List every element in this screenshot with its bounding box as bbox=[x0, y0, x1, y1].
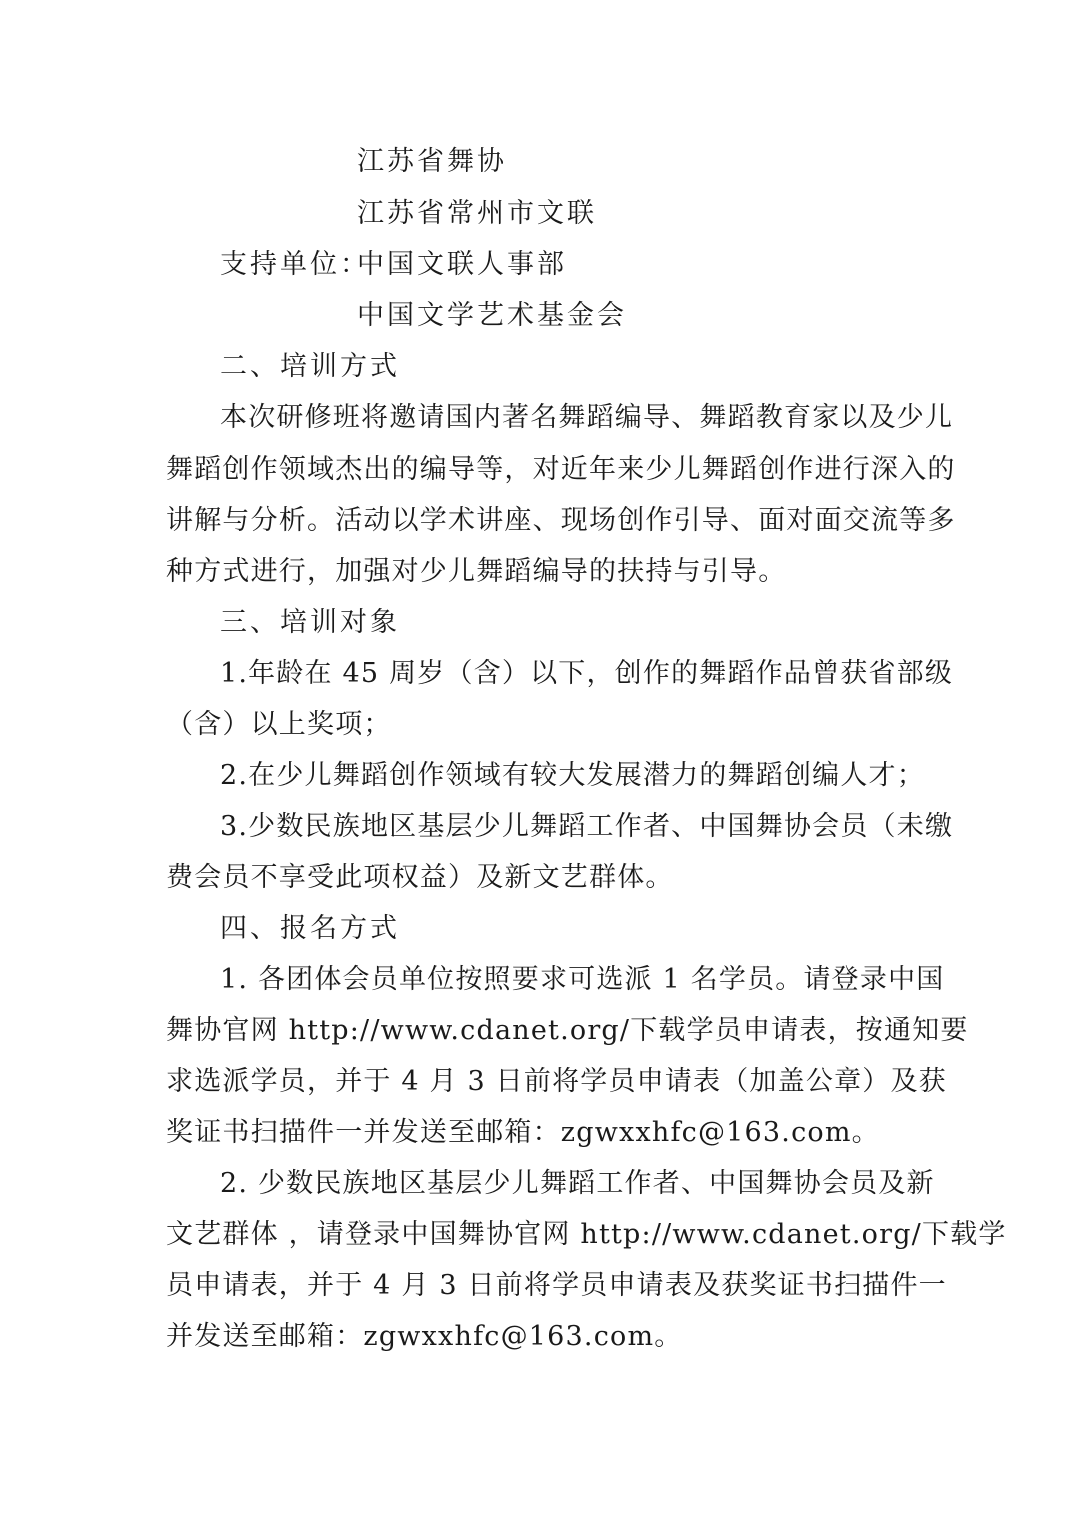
list-item-line: 2. 少数民族地区基层少儿舞蹈工作者、中国舞协会员及新 bbox=[220, 1168, 935, 1199]
list-item-line: 费会员不享受此项权益）及新文艺群体。 bbox=[166, 862, 674, 893]
section-heading: 四、报名方式 bbox=[220, 913, 400, 944]
paragraph-line: 讲解与分析。活动以学术讲座、现场创作引导、面对面交流等多 bbox=[166, 505, 956, 536]
paragraph-line: 舞蹈创作领域杰出的编导等，对近年来少儿舞蹈创作进行深入的 bbox=[166, 454, 956, 485]
supporter-line: 中国文联人事部 bbox=[357, 249, 567, 280]
list-item-line: 2.在少儿舞蹈创作领域有较大发展潜力的舞蹈创编人才； bbox=[220, 760, 925, 791]
list-item-line: 并发送至邮箱：zgwxxhfc@163.com。 bbox=[166, 1321, 683, 1352]
organizer-line: 江苏省常州市文联 bbox=[357, 198, 597, 229]
list-item-line: 1.年龄在 45 周岁（含）以下，创作的舞蹈作品曾获省部级 bbox=[220, 658, 954, 689]
list-item-line: 求选派学员，并于 4 月 3 日前将学员申请表（加盖公章）及获 bbox=[166, 1066, 947, 1097]
supporter-line: 中国文学艺术基金会 bbox=[357, 300, 627, 331]
list-item-line: 3.少数民族地区基层少儿舞蹈工作者、中国舞协会员（未缴 bbox=[220, 811, 954, 842]
list-item-line: （含）以上奖项； bbox=[166, 709, 392, 740]
section-heading: 二、培训方式 bbox=[220, 351, 400, 382]
list-item-line: 舞协官网 http://www.cdanet.org/下载学员申请表，按通知要 bbox=[166, 1015, 969, 1046]
paragraph-line: 本次研修班将邀请国内著名舞蹈编导、舞蹈教育家以及少儿 bbox=[220, 402, 954, 433]
list-item-line: 文艺群体 ，请登录中国舞协官网 http://www.cdanet.org/下载学 bbox=[166, 1219, 1007, 1250]
list-item-line: 1. 各团体会员单位按照要求可选派 1 名学员。请登录中国 bbox=[220, 964, 945, 995]
paragraph-line: 种方式进行，加强对少儿舞蹈编导的扶持与引导。 bbox=[166, 556, 787, 587]
organizer-line: 江苏省舞协 bbox=[357, 146, 507, 177]
list-item-line: 奖证书扫描件一并发送至邮箱：zgwxxhfc@163.com。 bbox=[166, 1117, 880, 1148]
list-item-line: 员申请表，并于 4 月 3 日前将学员申请表及获奖证书扫描件一 bbox=[166, 1270, 947, 1301]
support-label: 支持单位： bbox=[220, 249, 370, 280]
section-heading: 三、培训对象 bbox=[220, 607, 400, 638]
